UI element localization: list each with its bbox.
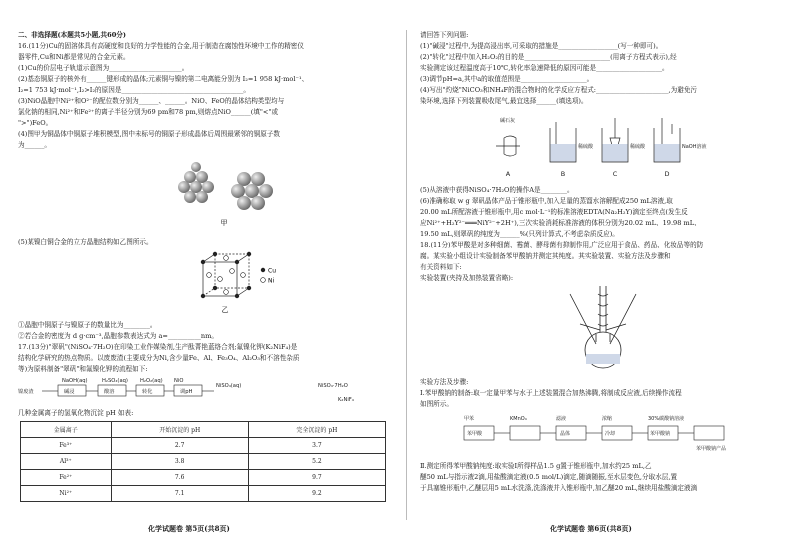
column-divider — [406, 30, 407, 520]
gas-absorption-apparatus — [490, 108, 720, 180]
table-row — [21, 470, 386, 486]
flow-diagram-q18 — [450, 410, 770, 454]
text-line: Ⅱ.测定所得苯甲酸钠纯度:取实验Ⅰ所得样品1.5 g置于锥形瓶中,加水约25 mL,乙 — [420, 462, 652, 470]
text-line: 等)为原料制备"翠矾"和氟镍化钾的流程如下: — [18, 365, 148, 373]
apparatus-text: 稀硫酸 — [630, 144, 646, 150]
text-line: 实验测定该过程温度高于10℃,转化率急速降低的原因可能是____________________。 — [420, 64, 669, 72]
table-cell: Ni²⁺ — [21, 486, 112, 502]
text-line: 17.(13分)"翠矾"(NiSO₄·7H₂O)在印染工业作媒染剂,生产酞菁艳蓝络合剂;氟镍化钾(K₂NiF₄)是 — [18, 343, 298, 351]
text-line: ①晶胞中铜原子与镍原子的数量比为________。 — [18, 321, 157, 329]
text-line: 实验方法及步骤: — [420, 378, 469, 386]
text-line: (4)图甲为铜晶体中铜原子堆积模型,图中未标号的铜原子形成晶体后周围最紧邻的铜原子数 — [18, 130, 280, 138]
text-line: 氯化钠的相同,Ni²⁺和Fe²⁺的离子半径分别为69 pm和78 pm,则熔点NiO______(填"<"或 — [18, 108, 279, 116]
table-cell: 9.7 — [248, 470, 385, 486]
flow-label: 滤液 — [556, 416, 567, 422]
text-line: 染环境,选择下列装置吸收尾气,最宜选择______(填选项)。 — [420, 97, 588, 105]
text-line: (5)某镍白铜合金的立方晶胞结构如乙图所示。 — [18, 238, 153, 246]
text-line: (4)写出"灼烧"NiCO₃和NH₄F的混合物时的化学反应方程式:______________________,为避免污 — [420, 86, 698, 94]
text-line: 醚50 mL与指示液2滴,用盐酸滴定液(0.5 mol/L)滴定,随滴随振,至水层变色,分取水层,置 — [420, 473, 678, 481]
text-line: (1)"碱浸"过程中,为提高浸出率,可采取的措施是__________________(写一种即可)。 — [420, 42, 663, 50]
legend-cu: Cu — [268, 267, 276, 275]
flow-label: 苯甲酸钠 — [650, 431, 671, 437]
reflux-apparatus — [560, 284, 650, 372]
table-cell: Fe²⁺ — [21, 470, 112, 486]
legend-ni: Ni — [268, 277, 275, 285]
flow-label: NaOH(aq) — [62, 378, 88, 384]
table-header-cell: 完全沉淀的 pH — [248, 422, 385, 438]
text-line: 实验装置(夹持及加热装置省略): — [420, 274, 514, 282]
text-line: 20.00 mL所配溶液于锥形瓶中,用c mol·L⁻¹的标准溶液EDTA(Na₂H₂Y)滴定至终点(发生反 — [420, 208, 688, 216]
flow-label: NiSO₄·7H₂O — [318, 383, 348, 389]
text-line: 18.(11分)苯甲酸是对多种细菌、霉菌、酵母菌有抑制作用,广泛应用于食品、药品、化妆品等的防 — [420, 241, 704, 249]
flow-label: 碱浸 — [64, 389, 75, 395]
table-header-cell: 开始沉淀的 pH — [111, 422, 248, 438]
table-cell: 3.8 — [111, 454, 248, 470]
text-line: 腐。某实验小组设计实验制备苯甲酸钠并测定其纯度。其实验装置、实验方法及步骤和 — [420, 252, 671, 260]
right-page — [420, 0, 790, 543]
text-line: 16.(11分)Cu的固溶体具有高硬度和良好的力学性能的合金,用于制造在腐蚀性环境中工作的精密仪 — [18, 42, 304, 50]
table-cell: 2.7 — [111, 438, 248, 454]
flow-label: 30%碳酸钠溶液 — [648, 416, 685, 422]
apparatus-label: D — [664, 170, 670, 178]
ph-table — [20, 421, 386, 502]
flow-diagram-q17 — [18, 375, 388, 405]
text-line: ②若合金的密度为 d g·cm⁻³,晶胞参数表达式为 a=__________nm。 — [18, 332, 219, 340]
flow-label: H₂O₂(aq) — [140, 378, 163, 384]
flow-label: K₂NiF₄ — [338, 397, 354, 403]
text-line: (2)"转化"过程中加入H₂O₂的目的是__________________________(用离子方程式表示),经 — [420, 53, 677, 61]
flow-label: NiSO₄(aq) — [216, 383, 242, 389]
table-cell: 3.7 — [248, 438, 385, 454]
table-row — [21, 486, 386, 502]
figure-jia-label: 甲 — [220, 219, 228, 227]
apparatus-text: 碱石灰 — [500, 118, 516, 124]
flow-label: 调pH — [180, 389, 193, 395]
text-line: 结构化学研究的热点物质。以废废渣(主要成分为Ni,含少量Fe、Al、Fe₃O₄、Al₂O₃和不溶性杂质 — [18, 354, 300, 362]
text-line: ">")FeO。 — [18, 119, 53, 127]
flow-label: 冷却 — [605, 431, 616, 437]
table-caption: 几种金属离子的氢氧化物沉淀 pH 如表: — [18, 409, 134, 417]
text-line: 如图所示。 — [420, 400, 453, 408]
flow-label: 甲苯 — [464, 416, 475, 422]
text-line: (5)从溶液中获得NiSO₄·7H₂O的操作A是________。 — [420, 186, 574, 194]
flow-label: 转化 — [142, 389, 153, 395]
section-heading: 二、非选择题(本题共5小题,共60分) — [18, 31, 127, 39]
table-row — [21, 454, 386, 470]
figure-jia-copper-stacking — [168, 155, 288, 229]
text-line: 于具塞锥形瓶中,乙醚层用5 mL水洗涤,洗涤液并入锥形瓶中,加乙醚20 mL,继续用盐酸滴定液滴 — [420, 484, 698, 492]
table-row — [21, 438, 386, 454]
apparatus-text: NaOH溶液 — [682, 144, 707, 150]
text-line: 应Ni²⁺+H₂Y²⁻═══NiY²⁻+2H⁺),三次实验消耗标准溶液的体积分别为20.02 mL、19.98 mL、 — [420, 219, 701, 227]
table-cell: Al³⁺ — [21, 454, 112, 470]
text-line: (1)Cu的价层电子轨道示意图为______________________。 — [18, 64, 189, 72]
flow-label: H₂SO₄(aq) — [102, 378, 128, 384]
table-cell: 9.2 — [248, 486, 385, 502]
flow-label: 镍废渣 — [18, 389, 34, 395]
left-page — [18, 0, 388, 543]
table-cell: 5.2 — [248, 454, 385, 470]
apparatus-text: 稀硫酸 — [578, 144, 594, 150]
flow-label: 苯甲酸钠产品 — [696, 446, 727, 452]
table-header-cell: 金属离子 — [21, 422, 112, 438]
apparatus-label: A — [505, 170, 511, 178]
flow-label: 酸溶 — [104, 389, 115, 395]
text-line: (2)基态铜原子的核外有______键形成的晶体;元素铜与镍的第二电离能分别为 I₂=1 958 kJ·mol⁻¹、 — [18, 75, 309, 83]
text-line: 请回答下列问题: — [420, 31, 469, 39]
flow-label: 晶体 — [560, 431, 571, 437]
flow-label: KMnO₄ — [510, 416, 527, 422]
text-line: 为______。 — [18, 141, 51, 149]
text-line: 器零件,Cu和Ni都是常见的合金元素。 — [18, 53, 130, 61]
table-cell: Fe³⁺ — [21, 438, 112, 454]
flow-label: 苯甲酸 — [467, 431, 483, 437]
page-footer-left: 化学试题卷 第5页(共8页) — [148, 524, 230, 533]
text-line: I₂=1 753 kJ·mol⁻¹,I₂>I₂的原因是_____________________________________。 — [18, 86, 251, 94]
table-cell: 7.6 — [111, 470, 248, 486]
text-line: Ⅰ.苯甲酸钠的制备:取一定量甲苯与水于上述装置混合加热沸腾,将制成反应液,后续操作流程 — [420, 389, 682, 397]
flow-label: NiO — [174, 378, 184, 384]
text-line: (3)NiO晶胞中Ni²⁺和O²⁻的配位数分别为______、______。NiO、FeO的晶体结构类型均与 — [18, 97, 285, 105]
table-cell: 7.1 — [111, 486, 248, 502]
apparatus-label: B — [560, 170, 566, 178]
figure-yi-unit-cell — [183, 248, 293, 316]
figure-yi-label: 乙 — [221, 306, 229, 314]
flow-label: 浓缩 — [602, 416, 613, 422]
table-header-row — [21, 422, 386, 438]
apparatus-label: C — [612, 170, 618, 178]
text-line: 有关资料如下: — [420, 263, 462, 271]
page-footer-right: 化学试题卷 第6页(共8页) — [550, 524, 632, 533]
text-line: (3)调节pH=a,其中a的取值范围是____________________。 — [420, 75, 594, 83]
text-line: 19.50 mL,则翠矾的纯度为______%(只列计算式,不考虑杂质反应)。 — [420, 230, 619, 238]
text-line: (6)准确称取 w g 翠矾晶体产品于锥形瓶中,加入足量的蒸馏水溶解配成250 mL溶液,取 — [420, 197, 673, 205]
